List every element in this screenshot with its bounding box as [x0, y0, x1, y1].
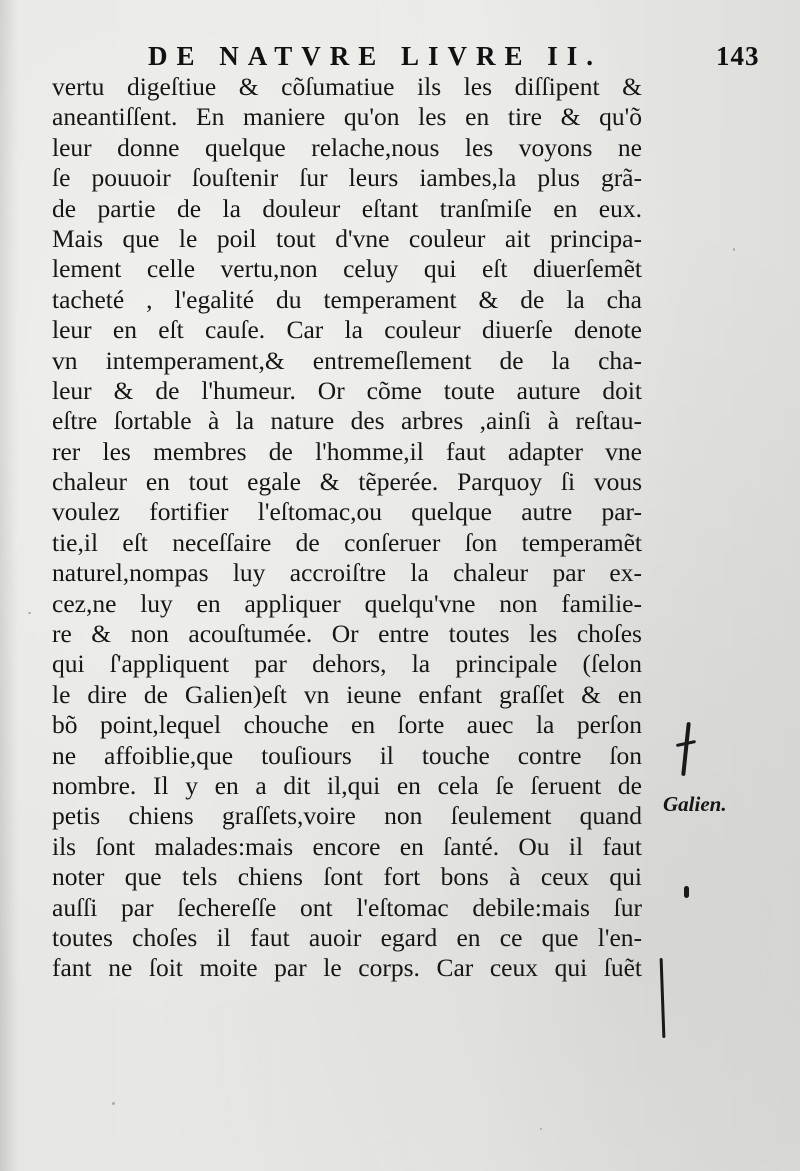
text-line: leur en eſt cauſe. Car la couleur diuerſe denote [52, 315, 642, 345]
text-line: le dire de Galien)eſt vn ieune enfant graſſet & en [52, 679, 642, 709]
running-head [0, 36, 800, 76]
marginal-line-mark [660, 958, 666, 1038]
text-line: tie,il eſt neceſſaire de conſeruer ſon temperamẽt [52, 527, 642, 557]
page-number: 143 [716, 41, 760, 71]
paper-speck [112, 1102, 115, 1105]
text-line: voulez fortifier l'eſtomac,ou quelque autre par- [52, 497, 642, 527]
margin-note: Galien. [663, 792, 727, 816]
text-line: de partie de la douleur eſtant tranſmiſe en eux. [52, 193, 642, 223]
text-line: nombre. Il y en a dit il,qui en cela ſe ſeruent de [52, 770, 642, 800]
text-line: chaleur en tout egale & tẽperée. Parquoy ſi vous [52, 467, 642, 497]
text-line: tacheté , l'egalité du temperament & de la cha [52, 284, 642, 314]
paper-speck [540, 1128, 542, 1130]
text-line: re & non acouſtumée. Or entre toutes les choſes [52, 619, 642, 649]
paper-speck [28, 612, 31, 614]
text-line: noter que tels chiens ſont fort bons à ceux qui [52, 862, 642, 892]
text-line: ne affoiblie,que touſiours il touche contre ſon [52, 740, 642, 770]
marginal-ink-dot [684, 886, 689, 898]
text-line: vertu digeſtiue & cõſumatiue ils les diſſipent & [52, 72, 642, 101]
text-line: lement celle vertu,non celuy qui eſt diuerſemẽt [52, 254, 642, 284]
text-line: rer les membres de l'homme,il faut adapter vne [52, 436, 642, 466]
text-line: aneantiſſent. En maniere qu'on les en tire & qu'õ [52, 102, 642, 132]
text-line: ſe pouuoir ſouſtenir ſur leurs iambes,la plus grã- [52, 163, 642, 193]
text-line: auſſi par ſechereſſe ont l'eſtomac debile:mais ſur [52, 892, 642, 922]
text-line: leur & de l'humeur. Or cõme toute auture doit [52, 375, 642, 405]
text-line: cez,ne luy en appliquer quelqu'vne non familie- [52, 588, 642, 618]
body-text [52, 72, 642, 984]
text-line: Mais que le poil tout d'vne couleur ait principa- [52, 223, 642, 253]
marginal-bracket-mark [681, 722, 691, 776]
text-line: ils ſont malades:mais encore en ſanté. Ou il faut [52, 831, 642, 861]
text-line: naturel,nompas luy accroiſtre la chaleur par ex- [52, 558, 642, 588]
text-line: petis chiens graſſets,voire non ſeulement quand [52, 801, 642, 831]
text-line: vn intemperament,& entremeſlement de la cha- [52, 345, 642, 375]
running-head-title: DE NATVRE LIVRE II. [148, 41, 603, 71]
text-line: bõ point,lequel chouche en ſorte auec la perſon [52, 710, 642, 740]
text-line: eſtre ſortable à la nature des arbres ,ainſi à reſtau- [52, 406, 642, 436]
text-line: qui ſ'appliquent par dehors, la principale (ſelon [52, 649, 642, 679]
text-line: fant ne ſoit moite par le corps. Car ceux qui ſuẽt [52, 953, 642, 983]
text-line: toutes choſes il faut auoir egard en ce que l'en- [52, 922, 642, 952]
text-line: leur donne quelque relache,nous les voyons ne [52, 132, 642, 162]
paper-speck [733, 248, 735, 251]
